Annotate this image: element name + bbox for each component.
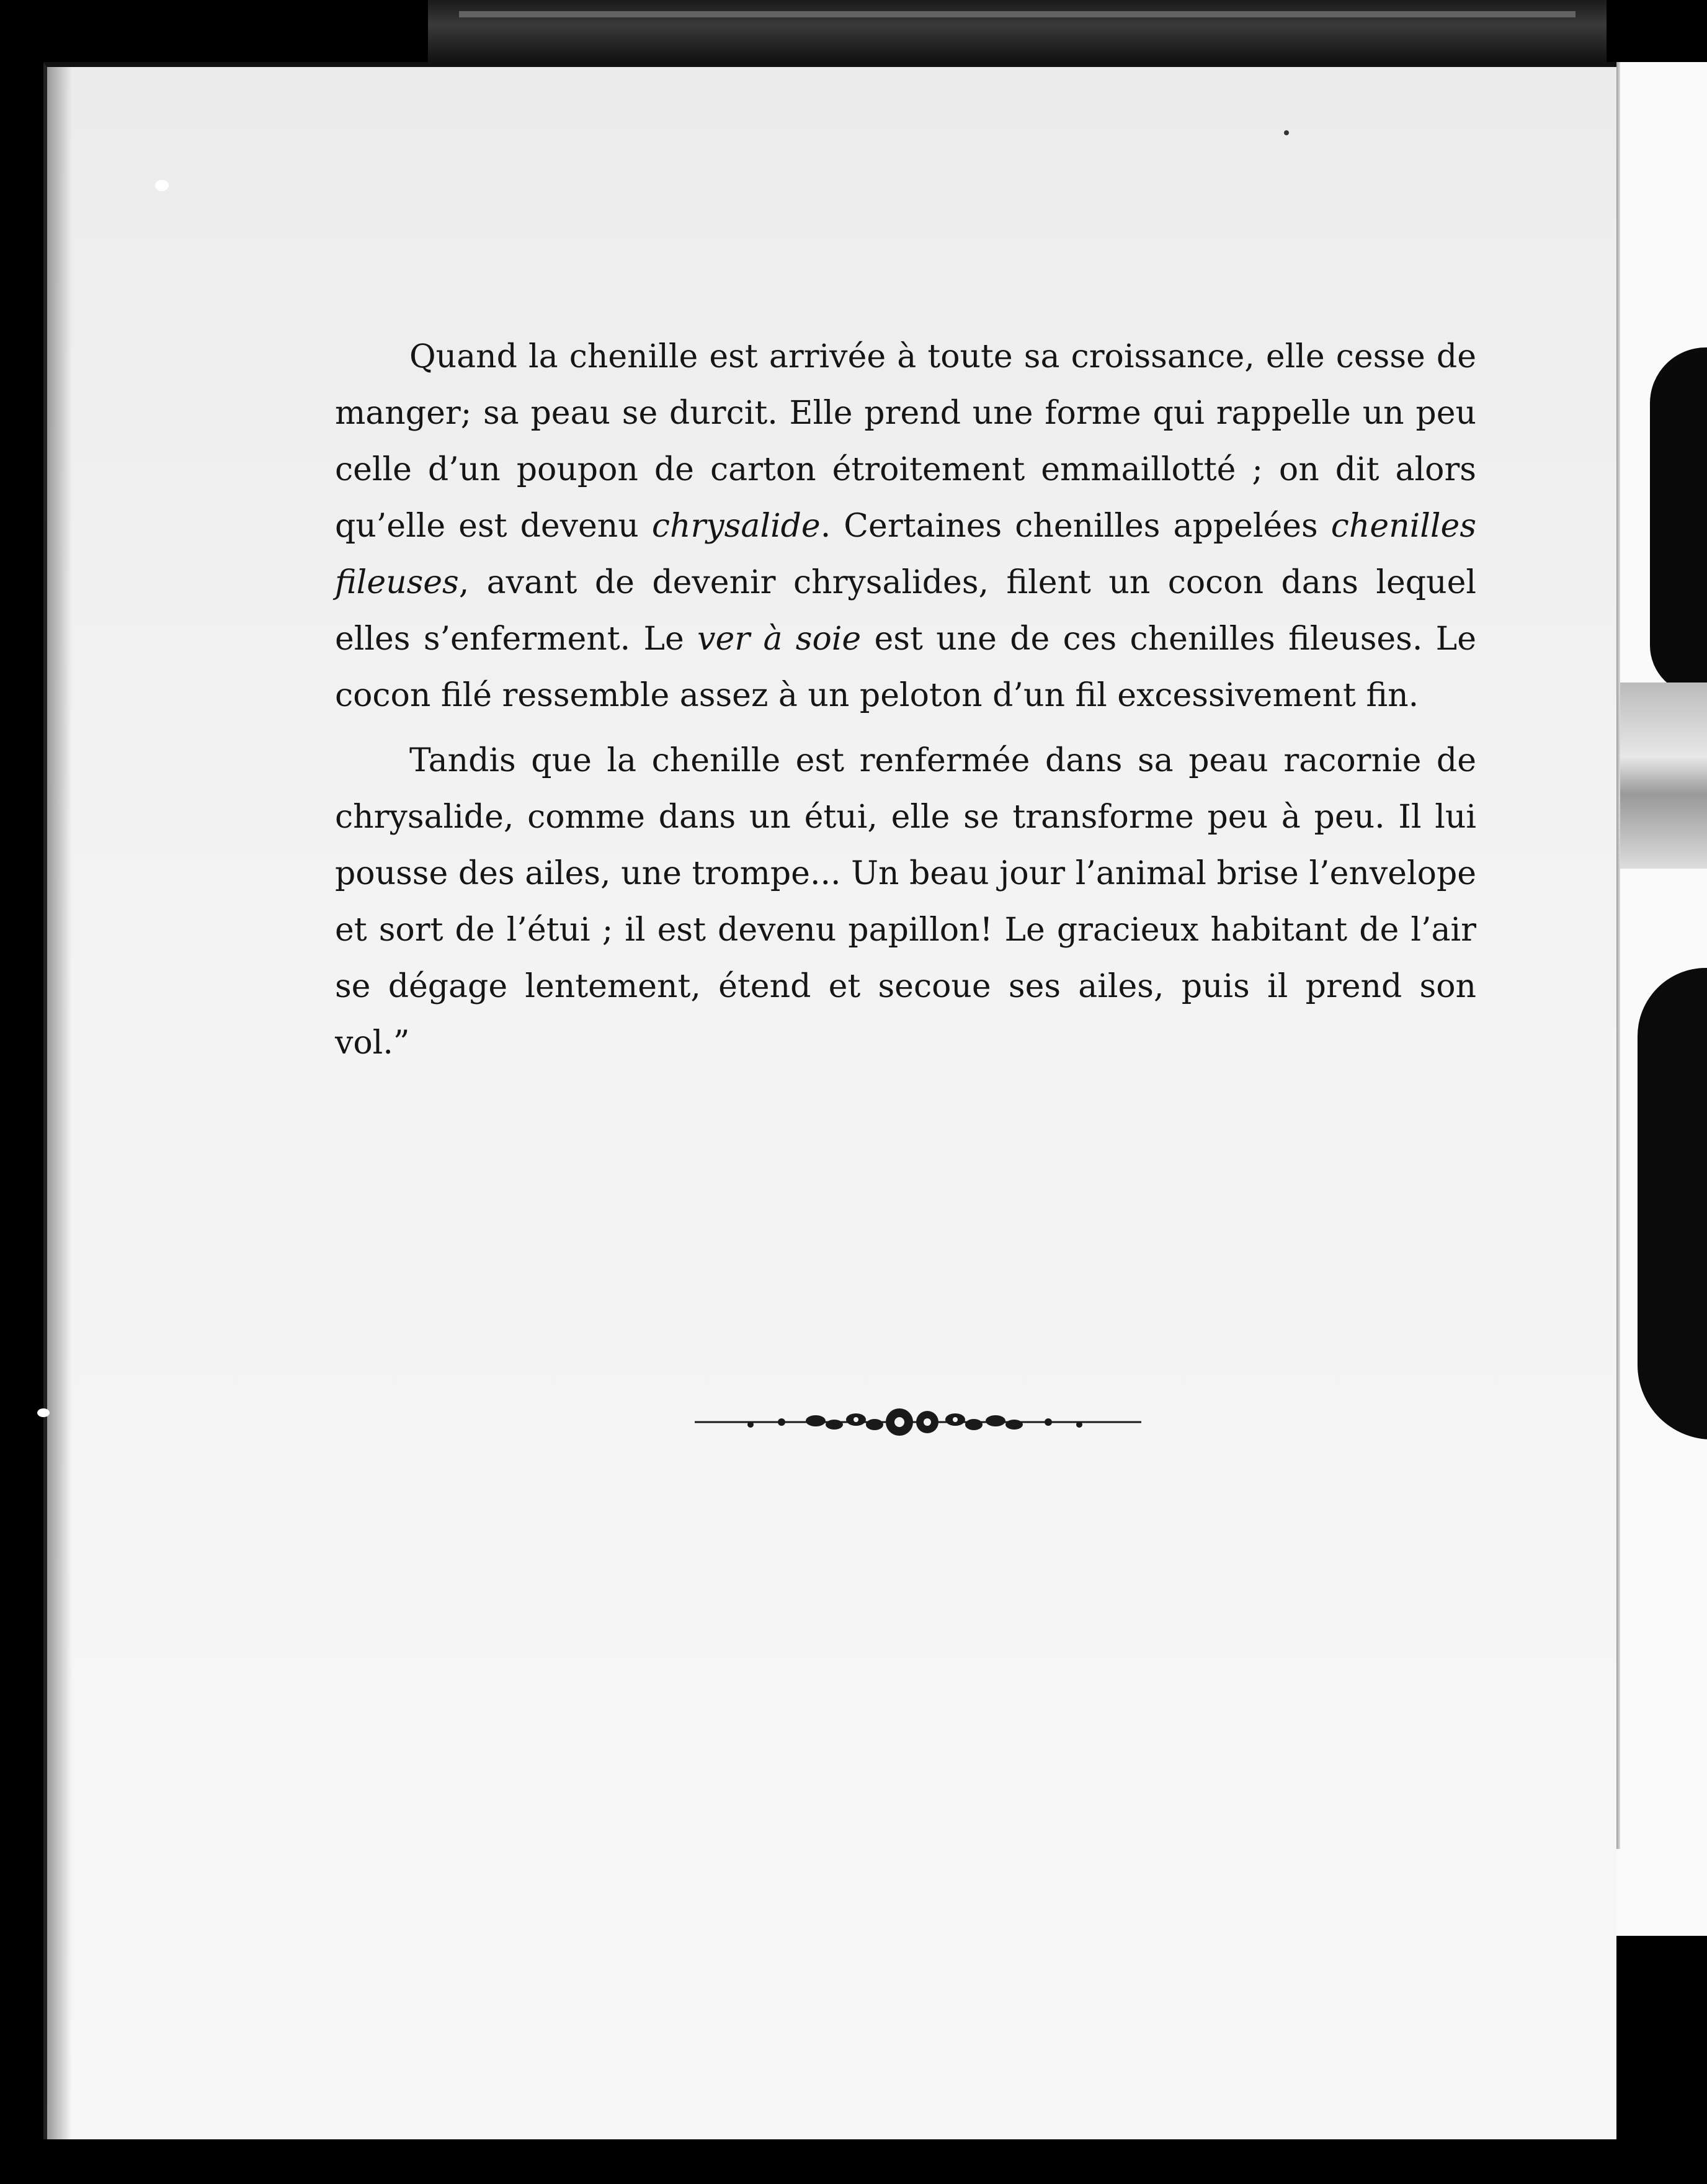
photo-collar [1619, 682, 1707, 869]
term-chenilles-fileuses: chenilles fileuses [335, 508, 1477, 601]
page-gutter-shadow [47, 67, 72, 2139]
scanner-top-strip [428, 0, 1607, 62]
paragraph-1-text-b: . Certaines chenilles appelées [820, 508, 1331, 545]
scan-speck [1284, 130, 1289, 135]
scan-speck [155, 180, 169, 191]
paragraph-1-text-d: est une de ces chenilles fileuses. Le cocon filé ressemble assez à un peloton d’un fil excessivement fin. [335, 620, 1476, 714]
paragraph-1 [335, 329, 1476, 724]
paragraph-1-text-a: Quand la chenille est arrivée à toute sa croissance, elle cesse de manger; sa peau se durcit. Elle prend une forme qui rappelle un peu celle d’un poupon de carton étroitement emmaillotté ; on dit alors qu’elle est devenu [335, 338, 1476, 545]
term-ver-a-soie: ver à soie [697, 620, 862, 658]
page-text [335, 329, 1476, 1080]
paragraph-1-text-c: , avant de devenir chrysalides, filent un cocon dans lequel elles s’enferment. Le [335, 564, 1476, 658]
paragraph-2: Tandis que la chenille est renfermée dans sa peau racornie de chrysalide, comme dans un étui, elle se transforme peu à peu. Il lui pousse des ailes, une trompe... Un beau jour l’animal brise l’envelope et sort de l’étui ; il est devenu papillon! Le gracieux habitant de l’air se dégage lentement, étend et secoue ses ailes, puis il prend son vol.” [335, 742, 1476, 1062]
photo-dark-hair-upper [1650, 347, 1707, 695]
term-chrysalide: chrysalide [651, 508, 821, 545]
scan-speck [37, 1408, 50, 1417]
floral-divider-icon [695, 1403, 1141, 1441]
photo-dark-hair-lower [1638, 968, 1707, 1439]
scanner-top-line [459, 11, 1576, 17]
